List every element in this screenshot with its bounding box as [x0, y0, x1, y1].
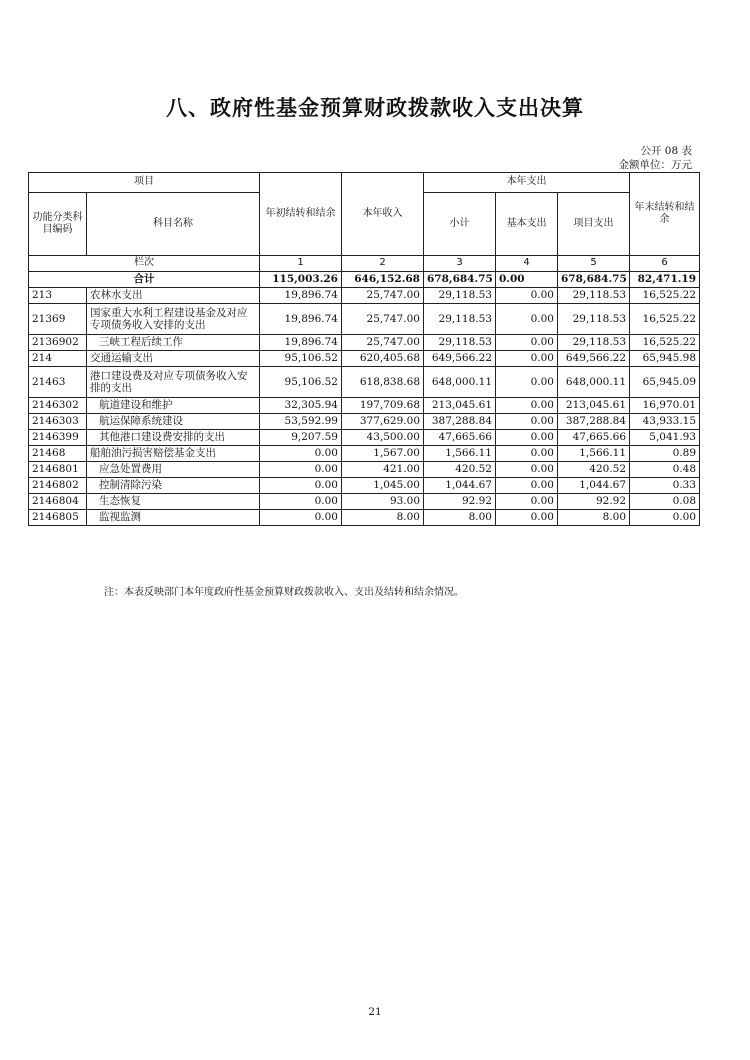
- table-row: [29, 304, 700, 335]
- row-income: 1,567.00: [342, 446, 424, 462]
- total-begin: 115,003.26: [260, 272, 342, 288]
- header-project: 项目: [29, 173, 260, 193]
- row-income: 618,838.68: [342, 367, 424, 398]
- amount-unit: 金额单位：万元: [618, 159, 692, 171]
- row-name: 控制清除污染: [87, 478, 260, 494]
- header-income: 本年收入: [342, 173, 424, 256]
- table-row: [29, 430, 700, 446]
- row-basic: 0.00: [496, 304, 558, 335]
- row-income: 8.00: [342, 510, 424, 526]
- row-end: 0.89: [630, 446, 700, 462]
- row-income: 25,747.00: [342, 335, 424, 351]
- row-project: 213,045.61: [558, 398, 630, 414]
- row-name: 交通运输支出: [87, 351, 260, 367]
- header-subtotal: 小计: [424, 193, 496, 256]
- total-income: 646,152.68: [342, 272, 424, 288]
- row-basic: 0.00: [496, 351, 558, 367]
- row-begin: 19,896.74: [260, 304, 342, 335]
- row-basic: 0.00: [496, 367, 558, 398]
- row-begin: 19,896.74: [260, 288, 342, 304]
- row-code: 2146801: [29, 462, 87, 478]
- row-subtotal: 8.00: [424, 510, 496, 526]
- header-basic-expense: 基本支出: [496, 193, 558, 256]
- row-project: 1,566.11: [558, 446, 630, 462]
- row-code: 2146804: [29, 494, 87, 510]
- table-row: [29, 414, 700, 430]
- row-project: 387,288.84: [558, 414, 630, 430]
- row-begin: 95,106.52: [260, 351, 342, 367]
- col-num-3: 3: [424, 256, 496, 272]
- row-end: 43,933.15: [630, 414, 700, 430]
- row-end: 0.08: [630, 494, 700, 510]
- row-end: 16,525.22: [630, 335, 700, 351]
- row-project: 1,044.67: [558, 478, 630, 494]
- row-begin: 32,305.94: [260, 398, 342, 414]
- row-code: 2146303: [29, 414, 87, 430]
- row-basic: 0.00: [496, 414, 558, 430]
- row-subtotal: 1,044.67: [424, 478, 496, 494]
- table-note: 注：本表反映部门本年度政府性基金预算财政拨款收入、支出及结转和结余情况。: [104, 587, 464, 598]
- row-basic: 0.00: [496, 430, 558, 446]
- row-income: 197,709.68: [342, 398, 424, 414]
- row-code: 2146302: [29, 398, 87, 414]
- row-subtotal: 649,566.22: [424, 351, 496, 367]
- col-num-5: 5: [558, 256, 630, 272]
- budget-table: [28, 172, 700, 526]
- row-end: 0.48: [630, 462, 700, 478]
- row-begin: 0.00: [260, 462, 342, 478]
- header-code: 功能分类科目编码: [29, 193, 87, 256]
- row-subtotal: 29,118.53: [424, 335, 496, 351]
- row-subtotal: 213,045.61: [424, 398, 496, 414]
- row-code: 2146399: [29, 430, 87, 446]
- row-end: 0.33: [630, 478, 700, 494]
- row-subtotal: 29,118.53: [424, 304, 496, 335]
- table-row: [29, 335, 700, 351]
- table-row: [29, 446, 700, 462]
- table-row: [29, 478, 700, 494]
- row-begin: 53,592.99: [260, 414, 342, 430]
- row-basic: 0.00: [496, 446, 558, 462]
- table-row: [29, 398, 700, 414]
- row-basic: 0.00: [496, 510, 558, 526]
- col-num-1: 1: [260, 256, 342, 272]
- table-row: [29, 462, 700, 478]
- row-project: 420.52: [558, 462, 630, 478]
- row-name: 应急处置费用: [87, 462, 260, 478]
- row-income: 25,747.00: [342, 288, 424, 304]
- row-project: 47,665.66: [558, 430, 630, 446]
- row-code: 21463: [29, 367, 87, 398]
- row-subtotal: 420.52: [424, 462, 496, 478]
- row-end: 16,525.22: [630, 304, 700, 335]
- row-income: 1,045.00: [342, 478, 424, 494]
- page-number: 21: [368, 1006, 382, 1018]
- table-row: [29, 367, 700, 398]
- row-income: 421.00: [342, 462, 424, 478]
- row-income: 620,405.68: [342, 351, 424, 367]
- page-title: 八、政府性基金预算财政拨款收入支出决算: [166, 96, 584, 120]
- row-name: 船舶油污损害赔偿基金支出: [87, 446, 260, 462]
- row-project: 649,566.22: [558, 351, 630, 367]
- row-project: 648,000.11: [558, 367, 630, 398]
- row-code: 21468: [29, 446, 87, 462]
- row-subtotal: 387,288.84: [424, 414, 496, 430]
- col-num-4: 4: [496, 256, 558, 272]
- row-subtotal: 92.92: [424, 494, 496, 510]
- total-label: 合计: [29, 272, 260, 288]
- total-project: 678,684.75: [558, 272, 630, 288]
- row-basic: 0.00: [496, 462, 558, 478]
- row-basic: 0.00: [496, 288, 558, 304]
- row-end: 5,041.93: [630, 430, 700, 446]
- row-project: 8.00: [558, 510, 630, 526]
- row-code: 2136902: [29, 335, 87, 351]
- form-code: 公开 08 表: [640, 145, 692, 157]
- row-name: 农林水支出: [87, 288, 260, 304]
- row-code: 2146802: [29, 478, 87, 494]
- row-begin: 95,106.52: [260, 367, 342, 398]
- row-income: 377,629.00: [342, 414, 424, 430]
- row-project: 92.92: [558, 494, 630, 510]
- row-project: 29,118.53: [558, 304, 630, 335]
- row-basic: 0.00: [496, 494, 558, 510]
- table-row: [29, 351, 700, 367]
- row-begin: 0.00: [260, 446, 342, 462]
- row-income: 93.00: [342, 494, 424, 510]
- row-subtotal: 648,000.11: [424, 367, 496, 398]
- row-name: 其他港口建设费安排的支出: [87, 430, 260, 446]
- table-row: [29, 288, 700, 304]
- header-end-balance: 年末结转和结余: [630, 173, 700, 256]
- row-begin: 0.00: [260, 510, 342, 526]
- row-project: 29,118.53: [558, 335, 630, 351]
- row-name: 三峡工程后续工作: [87, 335, 260, 351]
- row-income: 25,747.00: [342, 304, 424, 335]
- row-begin: 0.00: [260, 478, 342, 494]
- row-income: 43,500.00: [342, 430, 424, 446]
- row-code: 214: [29, 351, 87, 367]
- row-name: 港口建设费及对应专项债务收入安排的支出: [87, 367, 260, 398]
- row-basic: 0.00: [496, 478, 558, 494]
- row-name: 生态恢复: [87, 494, 260, 510]
- row-end: 65,945.98: [630, 351, 700, 367]
- row-code: 213: [29, 288, 87, 304]
- table-row: [29, 494, 700, 510]
- total-subtotal: 678,684.75: [424, 272, 496, 288]
- row-name: 国家重大水利工程建设基金及对应专项债务收入安排的支出: [87, 304, 260, 335]
- row-begin: 19,896.74: [260, 335, 342, 351]
- row-subtotal: 1,566.11: [424, 446, 496, 462]
- header-name: 科目名称: [87, 193, 260, 256]
- row-name: 航道建设和维护: [87, 398, 260, 414]
- row-name: 航运保障系统建设: [87, 414, 260, 430]
- table-row: [29, 510, 700, 526]
- row-begin: 9,207.59: [260, 430, 342, 446]
- row-end: 16,970.01: [630, 398, 700, 414]
- row-basic: 0.00: [496, 335, 558, 351]
- row-name: 监视监测: [87, 510, 260, 526]
- row-project: 29,118.53: [558, 288, 630, 304]
- row-code: 2146805: [29, 510, 87, 526]
- col-num-6: 6: [630, 256, 700, 272]
- row-end: 65,945.09: [630, 367, 700, 398]
- total-end: 82,471.19: [630, 272, 700, 288]
- row-begin: 0.00: [260, 494, 342, 510]
- header-project-expense: 项目支出: [558, 193, 630, 256]
- col-num-2: 2: [342, 256, 424, 272]
- header-expense-group: 本年支出: [424, 173, 630, 193]
- total-basic: 0.00: [496, 272, 558, 288]
- row-subtotal: 29,118.53: [424, 288, 496, 304]
- column-number-label: 栏次: [29, 256, 260, 272]
- row-basic: 0.00: [496, 398, 558, 414]
- row-end: 0.00: [630, 510, 700, 526]
- header-begin-balance: 年初结转和结余: [260, 173, 342, 256]
- row-end: 16,525.22: [630, 288, 700, 304]
- row-subtotal: 47,665.66: [424, 430, 496, 446]
- row-code: 21369: [29, 304, 87, 335]
